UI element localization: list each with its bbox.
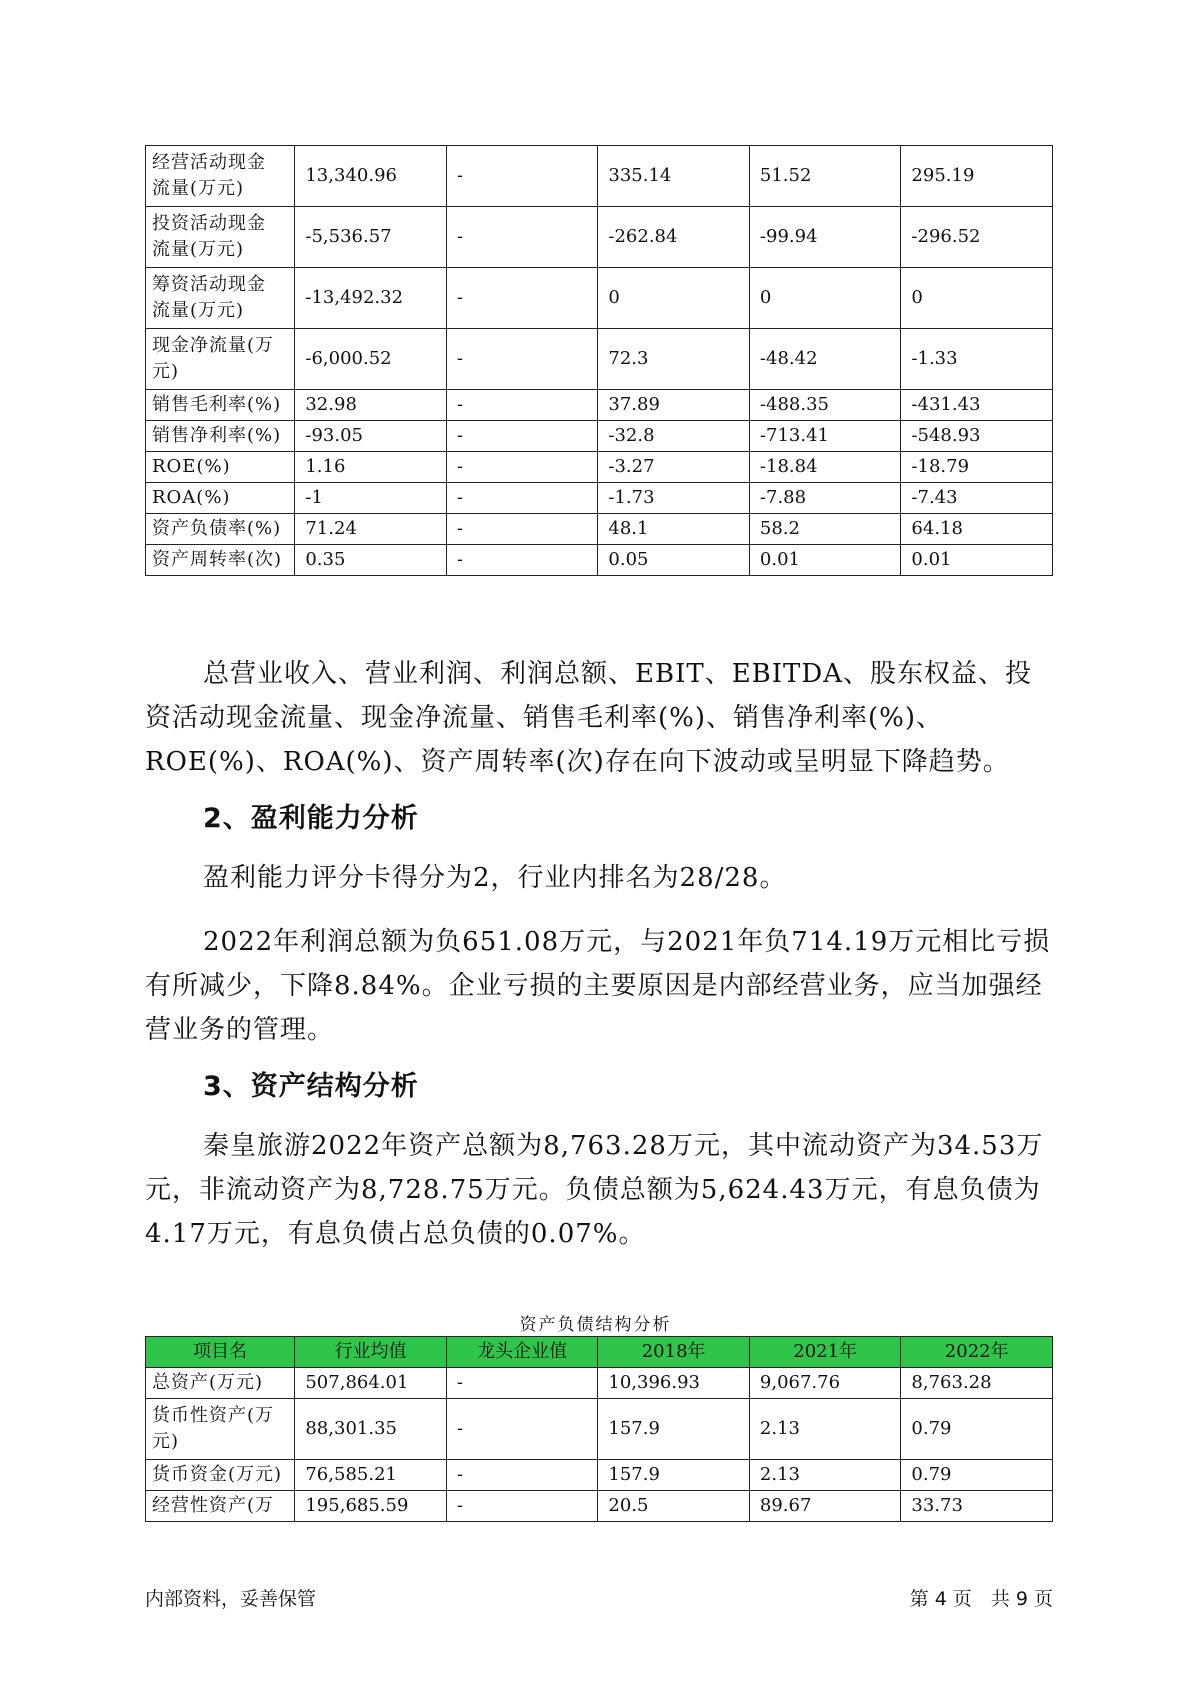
table-cell: 10,396.93 [598,1368,750,1399]
table-row [146,483,1053,514]
table-row [146,1491,1053,1522]
row-label: 经营性资产(万 [146,1491,295,1522]
table-row [146,421,1053,452]
profit-analysis-paragraph [145,920,1057,1052]
row-label: 货币资金(万元) [146,1460,295,1491]
section-heading-asset-structure: 3、资产结构分析 [203,1071,419,1102]
row-label: 销售净利率(%) [146,421,295,452]
table-cell: - [446,207,598,268]
row-label: ROE(%) [146,452,295,483]
table-cell: - [446,390,598,421]
table-cell: -93.05 [295,421,447,452]
table-cell: 88,301.35 [295,1399,447,1460]
footer-confidential-note: 内部资料，妥善保管 [145,1588,317,1610]
table-cell: 0.35 [295,545,447,576]
row-label: 现金净流量(万元) [146,329,295,390]
table-row [146,207,1053,268]
table-cell: 507,864.01 [295,1368,447,1399]
table-cell: - [446,268,598,329]
table-cell: -1 [295,483,447,514]
table-cell: 157.9 [598,1399,750,1460]
table-cell: 37.89 [598,390,750,421]
table-cell: - [446,1368,598,1399]
table-cell: 48.1 [598,514,750,545]
table-cell: 71.24 [295,514,447,545]
summary-paragraph [145,652,1057,784]
table-cell: -7.43 [901,483,1053,514]
footer-page-number: 第 4 页 共 9 页 [909,1588,1053,1610]
table-cell: -18.84 [749,452,901,483]
table-cell: 295.19 [901,146,1053,207]
table-cell: 0.01 [749,545,901,576]
table-row [146,329,1053,390]
column-header: 2018年 [598,1337,750,1368]
column-header: 龙头企业值 [446,1337,598,1368]
table-cell: 0.01 [901,545,1053,576]
financial-indicators-table [145,145,1053,576]
asset-structure-text: 秦皇旅游2022年资产总额为8,763.28万元，其中流动资产为34.53万元，非流动资产为8,728.75万元。负债总额为5,624.43万元，有息负债为4.17万元，有息负债占总负债的0.07%。 [145,1131,1044,1249]
table-cell: 0 [901,268,1053,329]
table-row [146,514,1053,545]
table-row [146,390,1053,421]
asset-structure-paragraph [145,1124,1057,1256]
table-cell: -48.42 [749,329,901,390]
table-cell: 335.14 [598,146,750,207]
table-cell: 13,340.96 [295,146,447,207]
table-cell: 32.98 [295,390,447,421]
table-cell: 20.5 [598,1491,750,1522]
table-row [146,1368,1053,1399]
table-cell: 58.2 [749,514,901,545]
table-cell: -296.52 [901,207,1053,268]
table-cell: 9,067.76 [749,1368,901,1399]
table-cell: -1.73 [598,483,750,514]
row-label: ROA(%) [146,483,295,514]
table-row [146,452,1053,483]
table-cell: -32.8 [598,421,750,452]
column-header: 2021年 [749,1337,901,1368]
table-cell: - [446,452,598,483]
table-cell: 72.3 [598,329,750,390]
table-cell: -6,000.52 [295,329,447,390]
table-cell: -18.79 [901,452,1053,483]
column-header: 2022年 [901,1337,1053,1368]
table-cell: -1.33 [901,329,1053,390]
table-cell: -431.43 [901,390,1053,421]
row-label: 总资产(万元) [146,1368,295,1399]
table-cell: -3.27 [598,452,750,483]
row-label: 经营活动现金流量(万元) [146,146,295,207]
table-cell: - [446,545,598,576]
column-header: 行业均值 [295,1337,447,1368]
profitability-score-paragraph [145,856,1057,900]
profitability-score-text: 盈利能力评分卡得分为2，行业内排名为28/28。 [203,863,787,893]
table-cell: -99.94 [749,207,901,268]
table-cell: 0 [749,268,901,329]
table-cell: - [446,1460,598,1491]
table-cell: 0.79 [901,1399,1053,1460]
table-cell: 2.13 [749,1399,901,1460]
asset-liability-body [146,1368,1053,1522]
table-row [146,545,1053,576]
table-cell: 89.67 [749,1491,901,1522]
table-cell: 157.9 [598,1460,750,1491]
table-cell: -5,536.57 [295,207,447,268]
table-cell: 76,585.21 [295,1460,447,1491]
table-cell: 0 [598,268,750,329]
table-cell: - [446,146,598,207]
table-cell: 33.73 [901,1491,1053,1522]
table-row [146,1399,1053,1460]
table-cell: - [446,483,598,514]
table-cell: 0.79 [901,1460,1053,1491]
table-cell: -713.41 [749,421,901,452]
table-cell: 0.05 [598,545,750,576]
table-header [146,1337,1053,1368]
asset-liability-structure-table [145,1336,1053,1522]
row-label: 筹资活动现金流量(万元) [146,268,295,329]
row-label: 资产负债率(%) [146,514,295,545]
row-label: 货币性资产(万元) [146,1399,295,1460]
summary-text: 总营业收入、营业利润、利润总额、EBIT、EBITDA、股东权益、投资活动现金流量、现金净流量、销售毛利率(%)、销售净利率(%)、ROE(%)、ROA(%)、资产周转率(次)存在向下波动或呈明显下降趋势。 [145,659,1033,777]
table-cell: -548.93 [901,421,1053,452]
table-caption: 资产负债结构分析 [519,1315,672,1335]
table-cell: - [446,1399,598,1460]
row-label: 资产周转率(次) [146,545,295,576]
column-header: 项目名 [146,1337,295,1368]
table-cell: -7.88 [749,483,901,514]
row-label: 投资活动现金流量(万元) [146,207,295,268]
table-cell: -13,492.32 [295,268,447,329]
financial-indicators-body [146,146,1053,576]
table-cell: 8,763.28 [901,1368,1053,1399]
table-cell: - [446,329,598,390]
table-cell: 2.13 [749,1460,901,1491]
row-label: 销售毛利率(%) [146,390,295,421]
header-row [146,1337,1053,1368]
table-cell: 64.18 [901,514,1053,545]
table-cell: -488.35 [749,390,901,421]
section-heading-profitability: 2、盈利能力分析 [203,803,419,834]
table-cell: -262.84 [598,207,750,268]
table-cell: 1.16 [295,452,447,483]
table-cell: 195,685.59 [295,1491,447,1522]
table-row [146,146,1053,207]
profit-analysis-text: 2022年利润总额为负651.08万元，与2021年负714.19万元相比亏损有所减少，下降8.84%。企业亏损的主要原因是内部经营业务，应当加强经营业务的管理。 [145,927,1051,1045]
table-cell: - [446,514,598,545]
table-cell: - [446,1491,598,1522]
table-row [146,1460,1053,1491]
table-cell: - [446,421,598,452]
table-cell: 51.52 [749,146,901,207]
table-row [146,268,1053,329]
